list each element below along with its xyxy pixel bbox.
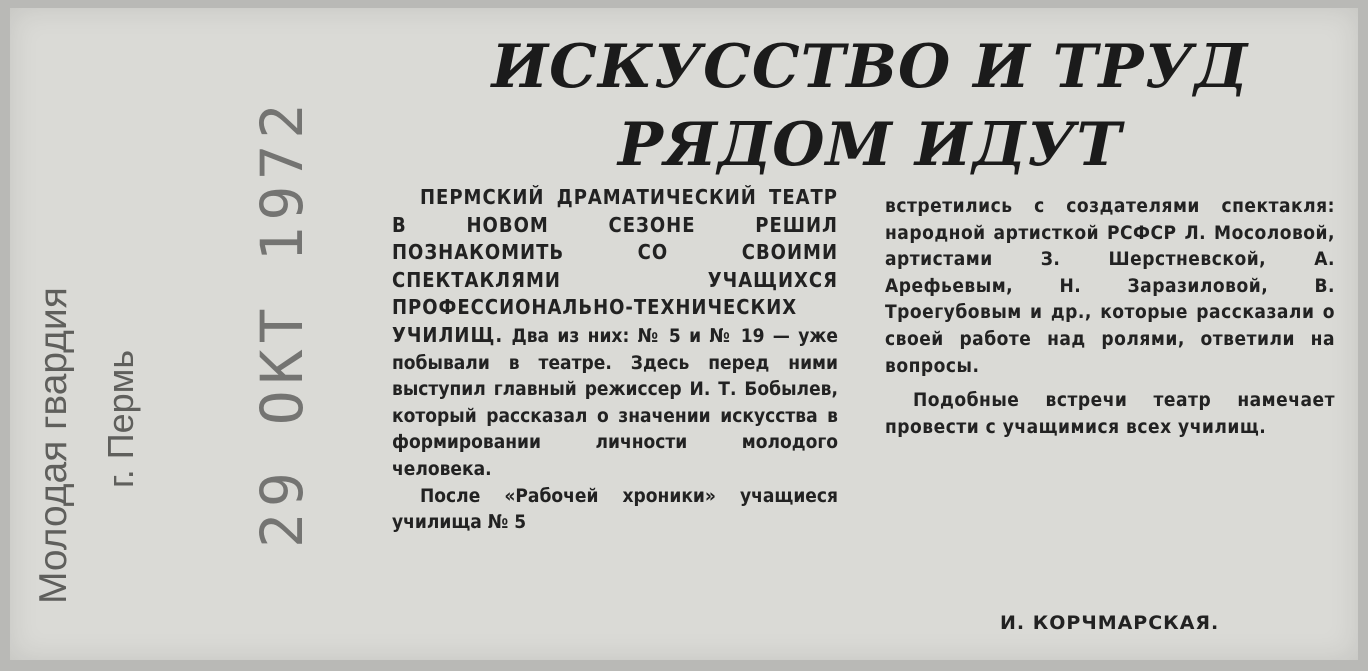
paragraph-3: Подобные встречи театр намечает провести с учащимися всех училищ. (885, 389, 1335, 438)
city-stamp: г. Пермь (100, 349, 141, 488)
article-column-left (392, 184, 838, 536)
paragraph-2-end: встретились с создателями спектакля: народной артисткой РСФСР Л. Мосоловой, артистами З. Шерстневской, А. Арефьевым, Н. Заразиловой, В. Троегубовым и др., которые рассказали о своей работе над ролями, ответили на вопросы. (885, 195, 1335, 377)
article-title (440, 28, 1300, 184)
title-line-1: ИСКУССТВО И ТРУД (491, 32, 1249, 102)
author-signature: И. КОРЧМАРСКАЯ. (1000, 612, 1220, 634)
paragraph-1-body: Два из них: № 5 и № 19 — уже побывали в театре. Здесь перед ними выступил главный режиссер И. Т. Бобылев, который рассказал о значении искусства в формировании личности молодого человека. (392, 324, 838, 480)
lead-text: ПЕРМСКИЙ ДРАМАТИЧЕСКИЙ ТЕАТР В НОВОМ СЕЗОНЕ РЕШИЛ ПОЗНАКОМИТЬ СО СВОИМИ СПЕКТАКЛЯМИ УЧАЩИХСЯ ПРОФЕССИОНАЛЬНО-ТЕХНИЧЕСКИХ УЧИЛИЩ. (392, 185, 838, 347)
paragraph-2-start: После «Рабочей хроники» учащиеся училища № 5 (392, 484, 838, 534)
date-stamp: 29 ОКТ 1972 (248, 97, 316, 548)
title-line-2: РЯДОМ ИДУТ (617, 110, 1123, 180)
publication-stamp: Молодая гвардия (32, 287, 75, 604)
article-column-right (885, 193, 1335, 440)
paragraph-1 (392, 184, 838, 483)
